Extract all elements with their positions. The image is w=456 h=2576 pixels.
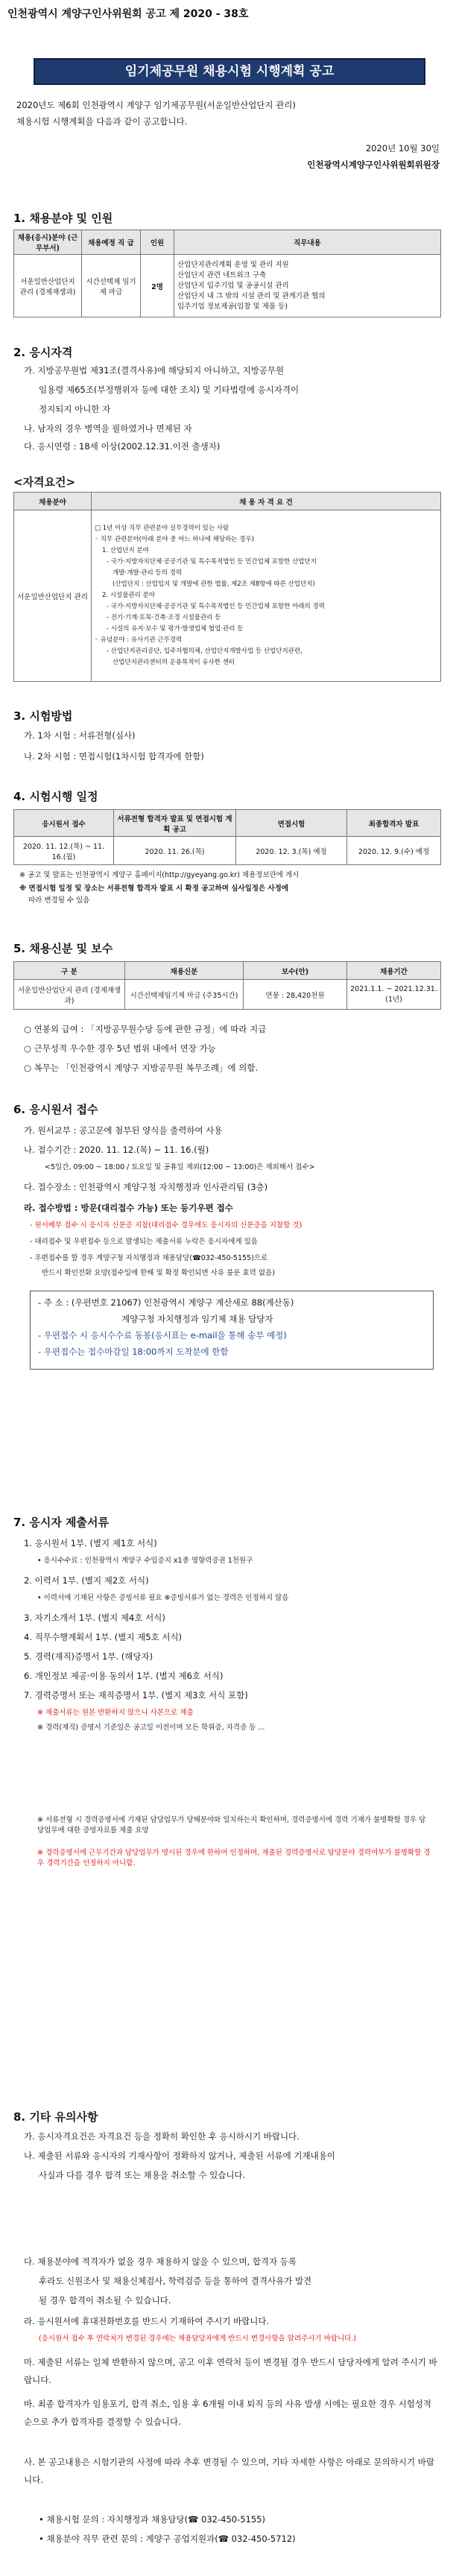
- salary-line: ○ 연봉외 급여 : 「지방공무원수당 등에 관한 규정」에 따라 지급: [24, 1024, 267, 1034]
- qual-line: 임용령 제65조(부정행위자 등에 대한 조치) 및 기타법령에 응시자격이: [39, 384, 300, 395]
- doc-line: 2. 이력서 1부. (별지 제2호 서식): [24, 1575, 149, 1586]
- doc-line: 5. 경력(재직)증명서 1부. (해당자): [24, 1651, 153, 1662]
- doc-line: • 이력서에 기재된 사항은 증빙서류 필요 ※증빙서류가 없는 경력은 인정하지 않음: [37, 1594, 289, 1602]
- th-count: 인원: [141, 230, 174, 255]
- doc-line: 4. 직무수행계획서 1부. (별지 제5호 서식): [24, 1632, 183, 1642]
- apply-line: - 대리접수 및 우편접수 등으로 발생되는 제출서류 누락은 응시자에게 있음: [30, 1238, 258, 1246]
- doc-line: 6. 개인정보 제공·이용 동의서 1부. (별지 제6호 서식): [24, 1671, 224, 1681]
- doc-line: ※ 제출서류는 원본 반환하지 않으니 사본으로 제출: [37, 1709, 194, 1717]
- doc-line: ※ 서류전형 시 경력증명서에 기재된 담당업무가 당해분야와 일치하는지 확인하며, 경력증명서에 경력 기재가 불명확할 경우 담당업무에 대한 증빙자료를 제출 요망: [37, 1816, 426, 1835]
- method-line: 나. 2차 시험 : 면접시험(1차시험 합격자에 한함): [24, 751, 204, 762]
- apply-line: 라. 접수방법 : 방문(대리접수 가능) 또는 등기우편 접수: [24, 1203, 233, 1213]
- apply-line: 반드시 확인전화 요망(접수일에 한해 및 확정 확인되면 사유 불문 효력 없음): [42, 1269, 275, 1277]
- duty-item: 산업단지 입주기업 및 공공시설 관리: [177, 281, 289, 290]
- contact-line: • 채용시험 문의 : 자치행정과 채용담당(☎ 032-450-5155): [39, 2514, 265, 2525]
- note-line: 가. 응시자격요건은 자격요건 등을 정확히 확인한 후 응시하시기 바랍니다.: [24, 2131, 300, 2142]
- td-pay: 연봉 : 28,420천원: [244, 980, 347, 1010]
- section-6-title: 6. 응시원서 접수: [13, 1103, 98, 1116]
- note-line: 바. 최종 합격자가 임용포기, 합격 취소, 임용 후 6개월 이내 퇴직 등의 사유 발생 시에는 필요한 경우 시험성적 순으로 추가 합격자를 결정할 수 있습니다.: [24, 2399, 432, 2427]
- section-4-title: 4. 시험시행 일정: [13, 790, 98, 803]
- td-category: 서운일반산업단지 관리 (경제재생과): [14, 980, 125, 1010]
- contact-line: • 채용분야 직무 관련 문의 : 계양구 공업지원과(☎ 032-450-5712): [39, 2534, 296, 2544]
- apply-line: 가. 원서교부 : 공고문에 첨부된 양식을 출력하여 사용: [24, 1125, 223, 1136]
- section-2-title: 2. 응시자격: [13, 346, 73, 359]
- duty-item: 산업단지 내 그 밖의 시설 관리 및 관계기관 협의: [177, 291, 326, 300]
- note-line: 후라도 신원조사 및 채용신체검사, 학력검증 등을 통하여 결격사유가 발견: [39, 2276, 312, 2286]
- td-period: 2021.1.1. ~ 2021.12.31.(1년): [347, 980, 441, 1010]
- doc-line: 3. 자기소개서 1부. (별지 제4호 서식): [24, 1613, 165, 1623]
- td-count: 2명: [141, 255, 174, 317]
- duty-item: 산업단지관리계획 운영 및 관리 지원: [177, 260, 289, 269]
- th-requirements: 채 용 자 격 요 건: [92, 493, 441, 510]
- doc-line: 1. 응시원서 1부. (별지 제1호 서식): [24, 1538, 157, 1548]
- note-line: 사. 본 공고내용은 시험기관의 사정에 따라 추후 변경될 수 있으며, 기타 자세한 사항은 아래로 문의하시기 바랍니다.: [24, 2457, 434, 2485]
- td-field: 서운일반산업단지 관리 (경제재생과): [14, 255, 82, 317]
- td-interview: 2020. 12. 3.(목) 예정: [236, 837, 347, 865]
- qual-line: 정지되지 아니한 자: [39, 404, 111, 414]
- note-line: (응시원서 접수 후 연락처가 변경된 경우에는 채용담당자에게 반드시 변경사항을 알려주시기 바랍니다.): [39, 2335, 357, 2343]
- note-line: 될 경우 합격이 취소될 수 있습니다.: [39, 2295, 171, 2306]
- qual-line: 가. 지방공무원법 제31조(결격사유)에 해당되지 아니하고, 지방공무원: [24, 365, 285, 376]
- th-period: 채용기간: [347, 962, 441, 980]
- qual-line: 다. 응시연령 : 18세 이상(2002.12.31.이전 출생자): [24, 441, 221, 452]
- intro-line-2: 채용시험 시행계획을 다음과 같이 공고합니다.: [16, 116, 188, 127]
- notice-issuer: 인천광역시계양구인사위원회위원장: [307, 159, 440, 170]
- apply-line: 다. 접수장소 : 인천광역시 계양구청 자치행정과 인사관리팀 (3층): [24, 1182, 268, 1192]
- note-line: 마. 제출된 서류는 일체 반환하지 않으며, 공고 이후 연락처 등이 변경될 경우 반드시 담당자에게 알려 주시기 바랍니다.: [24, 2357, 437, 2385]
- th-pay: 보수(안): [244, 962, 347, 980]
- salary-line: ○ 근무성적 우수한 경우 5년 범위 내에서 연장 가능: [24, 1043, 216, 1054]
- th-interview: 면접시험: [236, 810, 347, 837]
- salary-line: ○ 복무는 「인천광역시 계양구 지방공무원 복무조례」에 의함.: [24, 1063, 259, 1073]
- qual-line: 나. 남자의 경우 병역을 필하였거나 면제된 자: [24, 423, 192, 434]
- td-requirements: □ 1년 이상 직무 관련분야 실무경력이 있는 사람 ◦ 직무 관련분야(아래 분야 중 어느 하나에 해당하는 경우) 1. 산업단지 분야 - 국가·지방자치단체·공공기관 및 특수목적법인 등 민간업체 포함한 산업단지 개발·개발·관리 등의 경력 (산업단지 : 산업입지 및 개발에 관한 법률, 제2조 제8항에 따른 산업단지) 2. 시설물관리 분야 - 국가·지방자치단체·공공기관 및 특수목적법인 등 민간업체 포함한 아래의 경력 - 전기·기계·토목·건축·조경 시설물관리 등 - 시설의 유지·보수 및 평가·발생업체 협업·관리 등 ◦ 유념분야 : 유사기관 근무경력 - 산업단지관리공단, 입주자협의체, 산업단지개발사업 등 산업단지관련, 산업단지관리센터의 운용목적이 유사한 센터: [92, 510, 441, 682]
- td-final: 2020. 12. 9.(수) 예정: [347, 837, 441, 865]
- th-category: 구 분: [14, 962, 125, 980]
- note-line: 다. 채용분야에 적격자가 없을 경우 채용하지 않을 수 있으며, 합격자 등록: [24, 2256, 297, 2267]
- section-1-title: 1. 채용분야 및 인원: [13, 212, 113, 225]
- doc-line: ※ 경력(재직) 증명서 기준일은 공고일 이전이며 모든 학위증, 자격증 등 ...: [37, 1724, 265, 1732]
- th-duty: 직무내용: [174, 230, 441, 255]
- td-doc-result: 2020. 11. 26.(목): [114, 837, 236, 865]
- doc-line: 7. 경력증명서 또는 재직증명서 1부. (별지 제3호 서식 포함): [24, 1690, 248, 1700]
- doc-line: • 응시수수료 : 인천광역시 계양구 수입증지 x1종 영향력증권 1천원구: [37, 1557, 253, 1565]
- method-line: 가. 1차 시험 : 서류전형(심사): [24, 730, 136, 741]
- td-duties: [174, 255, 441, 317]
- apply-line: 나. 접수기간 : 2020. 11. 12.(목) ~ 11. 16.(월): [24, 1145, 209, 1155]
- schedule-note: 따라 변경될 수 있음: [28, 896, 90, 905]
- section-8-title: 8. 기타 유의사항: [13, 2110, 98, 2124]
- recruitment-table: [13, 230, 441, 317]
- doc-line: ※ 경력증명서에 근무기간과 담당업무가 명시된 경우에 한하여 인정하며, 재출된 경력증명서로 담당분야 경력여부가 불명확할 경우 경력기간을 인정하지 아니함.: [37, 1849, 431, 1867]
- note-line: 나. 제출된 서류와 응시자의 기재사항이 정확하지 않거나, 제출된 서류에 기재내용이: [24, 2151, 335, 2161]
- mail-address-box: - 주 소 : (우편번호 21067) 인천광역시 계양구 계산새로 88(계산동) 계양구청 자치행정과 임기제 채용 담당자 - 우편접수 시 응시수수료 동봉(응시표는 e-mail을 통해 송부 예정) - 우편접수는 접수마감일 18:00까지 도착분에 한함: [30, 1291, 434, 1370]
- notice-date: 2020년 10월 30일: [365, 143, 440, 154]
- apply-line: - 원서배부 접수 시 응시자 신분증 지참(대리접수 경우에도 응시자의 신분증을 지참할 것): [30, 1221, 303, 1230]
- duty-item: 산업단지 관련 네트워크 구축: [177, 270, 267, 279]
- td-apply: 2020. 11. 12.(목) ~ 11. 16.(월): [14, 837, 114, 865]
- schedule-note: ※ 면접시험 일정 및 장소는 서류전형 합격자 발표 시 확정 공고하며 심사일정은 사정에: [19, 884, 288, 893]
- section-7-title: 7. 응시자 제출서류: [13, 1516, 110, 1529]
- duty-item: 입주기업 정보제공(입찰 및 제품 등): [177, 302, 288, 311]
- td-grade: 시간선택제 임기제 마급: [82, 255, 141, 317]
- apply-line: <5일간, 09:00 ~ 18:00 / 토요일 및 공휴일 제외(12:00 ~ 13:00)은 제외해서 접수>: [45, 1163, 315, 1171]
- th-final: 최종합격자 발표: [347, 810, 441, 837]
- section-5-title: 5. 채용신분 및 보수: [13, 942, 113, 955]
- qual-table: [13, 492, 441, 682]
- td-field: 서운일반산업단지 관리: [14, 510, 92, 682]
- note-line: 사실과 다를 경우 합격 또는 채용을 취소할 수 있습니다.: [39, 2170, 246, 2180]
- th-doc-result: 서류전형 합격자 발표 및 면접시험 계획 공고: [114, 810, 236, 837]
- qual-title: <자격요건>: [13, 475, 76, 489]
- th-field: 채용(응시)분야 (근무부서): [14, 230, 82, 255]
- section-3-title: 3. 시험방법: [13, 709, 73, 723]
- th-grade: 채용예정 직 급: [82, 230, 141, 255]
- note-line: 라. 응시원서에 휴대전화번호를 반드시 기재하여 주시기 바랍니다.: [24, 2316, 270, 2326]
- notice-number: 인천광역시 계양구인사위원회 공고 제 2020 - 38호: [7, 8, 249, 20]
- th-status: 채용신분: [125, 962, 244, 980]
- schedule-table: [13, 809, 441, 865]
- th-apply: 응시원서 접수: [14, 810, 114, 837]
- th-field: 채용분야: [14, 493, 92, 510]
- notice-title-banner: 임기제공무원 채용시험 시행계획 공고: [34, 58, 425, 85]
- salary-table: [13, 961, 441, 1010]
- td-status: 시간선택제임기제 마급 (주35시간): [125, 980, 244, 1010]
- intro-line-1: 2020년도 제6회 인천광역시 계양구 임기제공무원(서운일반산업단지 관리): [16, 100, 296, 110]
- schedule-note: ※ 공고 및 발표는 인천광역시 계양구 홈페이지(http://gyeyang.go.kr) 채용정보란에 게시: [19, 871, 300, 879]
- apply-line: - 우편접수를 할 경우 계양구청 자치행정과 채용담당(☎032-450-5155)으로: [30, 1254, 268, 1262]
